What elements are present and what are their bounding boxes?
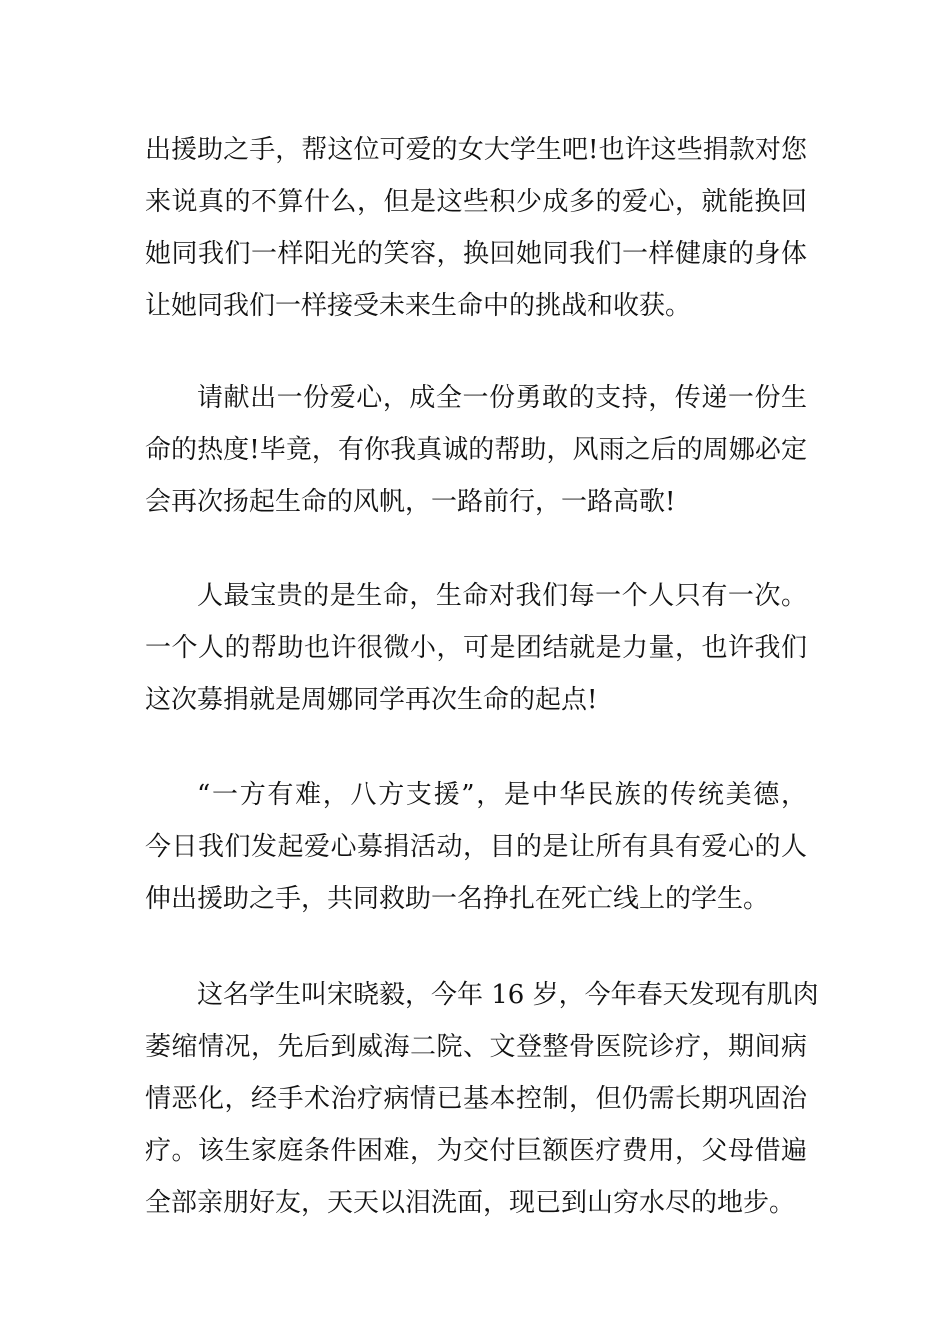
paragraph-2 xyxy=(145,372,807,528)
paragraph-4 xyxy=(145,769,807,925)
text-line: 伸出援助之手，共同救助一名挣扎在死亡线上的学生。 xyxy=(145,884,770,914)
paragraph-3 xyxy=(145,570,807,726)
text-line: 她同我们一样阳光的笑容，换回她同我们一样健康的身体 xyxy=(145,239,807,269)
text-line: 萎缩情况，先后到威海二院、文登整骨医院诊疗，期间病 xyxy=(145,1032,807,1062)
text-line: 命的热度!毕竟，有你我真诚的帮助，风雨之后的周娜必定 xyxy=(145,435,807,465)
text-line: 会再次扬起生命的风帆，一路前行，一路高歌! xyxy=(145,487,676,517)
text-line: 人最宝贵的是生命，生命对我们每一个人只有一次。 xyxy=(197,581,807,611)
text-line: 出援助之手，帮这位可爱的女大学生吧!也许这些捐款对您 xyxy=(145,135,807,165)
text-line: 这次募捐就是周娜同学再次生命的起点! xyxy=(145,685,598,715)
text-line: 请献出一份爱心，成全一份勇敢的支持，传递一份生 xyxy=(197,383,807,413)
text-line: 这名学生叫宋晓毅，今年 16 岁，今年春天发现有肌肉 xyxy=(197,980,819,1010)
text-line: “一方有难，八方支援”，是中华民族的传统美德， xyxy=(197,780,807,810)
text-line: 让她同我们一样接受未来生命中的挑战和收获。 xyxy=(145,291,692,321)
text-line: 来说真的不算什么，但是这些积少成多的爱心，就能换回 xyxy=(145,187,807,217)
text-line: 今日我们发起爱心募捐活动，目的是让所有具有爱心的人 xyxy=(145,832,807,862)
text-line: 疗。该生家庭条件困难，为交付巨额医疗费用，父母借遍 xyxy=(145,1136,807,1166)
text-line: 情恶化，经手术治疗病情已基本控制，但仍需长期巩固治 xyxy=(145,1084,807,1114)
paragraph-5 xyxy=(145,969,819,1229)
text-line: 全部亲朋好友，天天以泪洗面，现已到山穷水尽的地步。 xyxy=(145,1188,796,1218)
text-line: 一个人的帮助也许很微小，可是团结就是力量，也许我们 xyxy=(145,633,807,663)
paragraph-1 xyxy=(145,124,807,332)
